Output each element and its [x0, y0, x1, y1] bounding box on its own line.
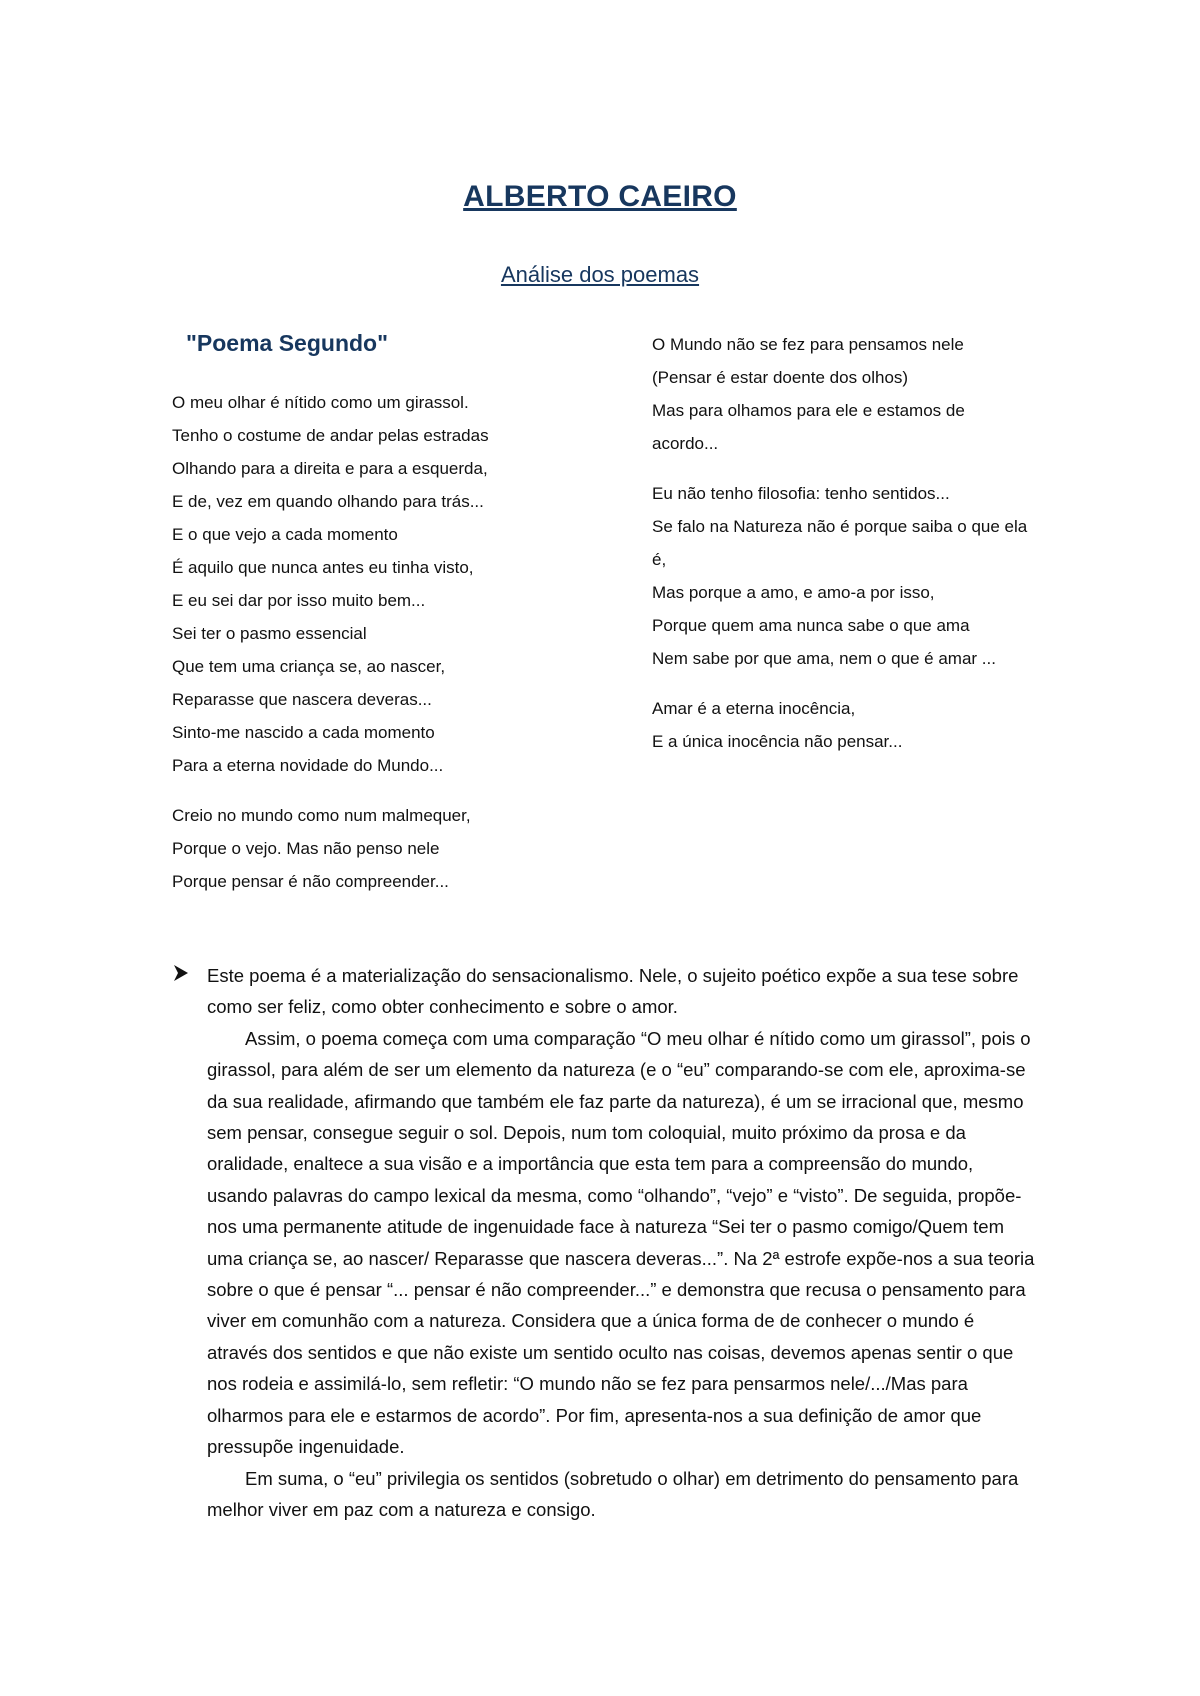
- analysis-paragraph: Este poema é a materialização do sensacionalismo. Nele, o sujeito poético expõe a sua tese sobre como ser feliz, como obter conhecimento e sobre o amor.: [207, 965, 1019, 1018]
- document-title: ALBERTO CAEIRO: [463, 180, 737, 213]
- poem-line: Tenho o costume de andar pelas estradas: [172, 426, 489, 445]
- analysis-paragraph: Assim, o poema começa com uma comparação “O meu olhar é nítido como um girassol”, pois o girassol, para além de ser um elemento da natureza (e o “eu” comparando-se com ele, aproxima-se da sua realidade, afirmando que também ele faz parte da natureza), é um se irracional que, mesmo sem pensar, consegue seguir o sol. Depois, num tom coloquial, muito próximo da prosa e da oralidade, enaltece a sua visão e a importância que esta tem para a compreensão do mundo, usando palavras do campo lexical da mesma, como “olhando”, “vejo” e “visto”. De seguida, propõe-nos uma permanente atitude de ingenuidade face à natureza “Sei ter o pasmo comigo/Quem tem uma criança se, ao nascer/ Reparasse que nascera deveras...”. Na 2ª estrofe expõe-nos a sua teoria sobre o que é pensar “... pensar é não compreender...” e demonstra que recusa o pensamento para viver em comunhão com a natureza. Considera que a única forma de de conhecer o mundo é através dos sentidos e que não existe um sentido oculto nas coisas, devemos apenas sentir o que nos rodeia e assimilá-lo, sem refletir: “O mundo não se fez para pensarmos nele/.../Mas para olharmos para ele e estarmos de acordo”. Por fim, apresenta-nos a sua definição de amor que pressupõe ingenuidade.: [207, 1027, 1035, 1458]
- poem-title: "Poema Segundo": [186, 330, 389, 356]
- poem-line: Se falo na Natureza não é porque saiba o que ela é,: [652, 517, 1028, 569]
- poem-stanza: [652, 692, 1032, 758]
- document-subtitle: Análise dos poemas: [500, 262, 700, 287]
- poem-line: Sei ter o pasmo essencial: [172, 624, 367, 643]
- poem-line: Que tem uma criança se, ao nascer,: [172, 657, 446, 676]
- analysis-text: [207, 960, 1037, 1525]
- poem-line: E de, vez em quando olhando para trás...: [172, 492, 484, 511]
- poem-line: Porque quem ama nunca sabe o que ama: [652, 616, 970, 635]
- poem-line: Porque o vejo. Mas não penso nele: [172, 839, 440, 858]
- poem-line: Nem sabe por que ama, nem o que é amar ...: [652, 649, 996, 668]
- poem-line: Porque pensar é não compreender...: [172, 872, 449, 891]
- poem-stanza: [172, 799, 642, 898]
- poem-line: E a única inocência não pensar...: [652, 732, 903, 751]
- poem-stanza: [652, 477, 1032, 675]
- poem-line: O meu olhar é nítido como um girassol.: [172, 393, 469, 412]
- arrowhead-bullet-glyph: [172, 964, 190, 982]
- poem-line: E o que vejo a cada momento: [172, 525, 398, 544]
- poem-line: Reparasse que nascera deveras...: [172, 690, 432, 709]
- poem-line: O Mundo não se fez para pensamos nele: [652, 335, 964, 354]
- poem-line: É aquilo que nunca antes eu tinha visto,: [172, 558, 474, 577]
- poem-stanza: [172, 386, 642, 782]
- poem-line: (Pensar é estar doente dos olhos): [652, 368, 909, 387]
- poem-line: Creio no mundo como num malmequer,: [172, 806, 471, 825]
- poem-line: Para a eterna novidade do Mundo...: [172, 756, 444, 775]
- arrowhead-bullet-icon: [172, 964, 190, 988]
- poem-line: E eu sei dar por isso muito bem...: [172, 591, 426, 610]
- poem-line: Olhando para a direita e para a esquerda,: [172, 459, 488, 478]
- analysis-paragraph: Em suma, o “eu” privilegia os sentidos (sobretudo o olhar) em detrimento do pensamento para melhor viver em paz com a natureza e consigo.: [207, 1467, 1019, 1520]
- poem-stanza: [652, 328, 1032, 460]
- poem-line: Sinto-me nascido a cada momento: [172, 723, 435, 742]
- poem-right-column: [652, 328, 1032, 758]
- poem-left-column: [172, 386, 642, 898]
- poem-line: Amar é a eterna inocência,: [652, 699, 856, 718]
- poem-line: Eu não tenho filosofia: tenho sentidos...: [652, 484, 950, 503]
- poem-line: Mas porque a amo, e amo-a por isso,: [652, 583, 935, 602]
- poem-line: Mas para olhamos para ele e estamos de acordo...: [652, 401, 965, 453]
